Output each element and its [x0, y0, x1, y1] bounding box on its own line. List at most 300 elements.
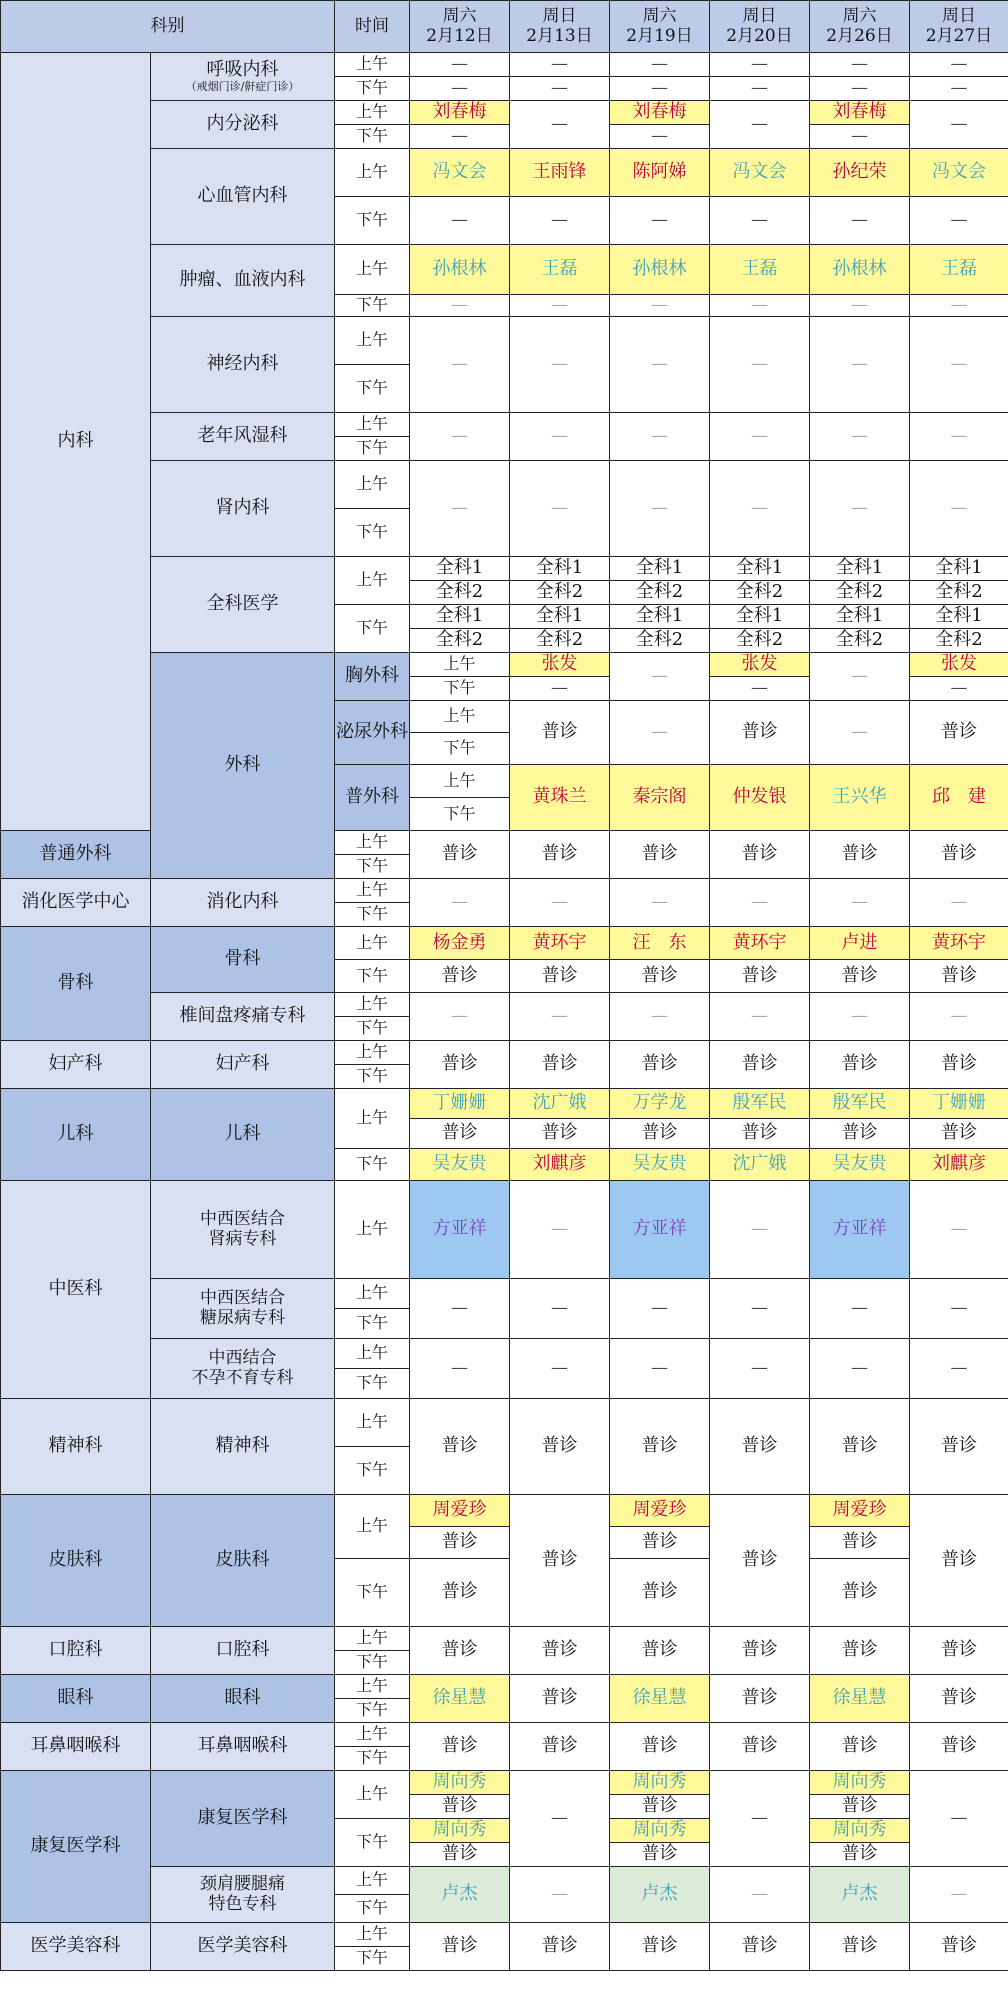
- slot-general: 普诊: [610, 831, 710, 879]
- slot-dash: —: [510, 197, 610, 245]
- slot-general: 普诊: [910, 1041, 1008, 1089]
- slot-dash: —: [810, 879, 910, 927]
- header-day: 周六 2月26日: [810, 1, 910, 53]
- slot-dash: —: [710, 879, 810, 927]
- slot-dash: —: [910, 1867, 1008, 1923]
- slot-general: 普诊: [910, 831, 1008, 879]
- time-am: 上午: [335, 1495, 410, 1559]
- slot-dash: —: [610, 993, 710, 1041]
- time-am: 上午: [335, 927, 410, 960]
- slot-dash: —: [810, 413, 910, 461]
- slot-general: 普诊: [810, 1843, 910, 1867]
- slot-general: 普诊: [410, 1119, 510, 1149]
- slot-dash: —: [510, 993, 610, 1041]
- slot-dash: —: [610, 701, 710, 765]
- doctor-cell: 汪 东: [610, 927, 710, 960]
- slot-general: 普诊: [610, 1527, 710, 1559]
- doctor-cell: 周向秀: [610, 1771, 710, 1795]
- time-pm: 下午: [335, 1017, 410, 1041]
- slot-dash: —: [510, 295, 610, 317]
- slot-dash: —: [610, 77, 710, 101]
- doctor-cell: 丁姗姗: [410, 1089, 510, 1119]
- category-cell: 中医科: [1, 1181, 151, 1399]
- slot-dash: —: [610, 653, 710, 701]
- time-pm: 下午: [335, 1369, 410, 1399]
- category-cell: 医学美容科: [1, 1923, 151, 1971]
- doctor-cell: 卢杰: [610, 1867, 710, 1923]
- dept-cell: 老年风湿科: [151, 413, 335, 461]
- slot-dash: —: [410, 413, 510, 461]
- time-am: 上午: [410, 653, 510, 677]
- slot-dash: —: [910, 677, 1008, 701]
- slot-dash: —: [710, 1867, 810, 1923]
- doctor-cell: 周向秀: [810, 1771, 910, 1795]
- slot-general: 普诊: [810, 1527, 910, 1559]
- slot-qk2: 全科2: [610, 629, 710, 653]
- slot-dash: —: [910, 461, 1008, 557]
- category-cell: 眼科: [1, 1675, 151, 1723]
- time-pm: 下午: [335, 1149, 410, 1181]
- header-day: 周日 2月20日: [710, 1, 810, 53]
- doctor-cell: 徐星慧: [810, 1675, 910, 1723]
- header-row: [1, 1, 1008, 53]
- slot-dash: —: [610, 317, 710, 413]
- slot-general: 普诊: [810, 1559, 910, 1627]
- header-day: 周日 2月13日: [510, 1, 610, 53]
- header-day: 周六 2月19日: [610, 1, 710, 53]
- category-cell: 骨科: [1, 927, 151, 1041]
- time-pm: 下午: [335, 1699, 410, 1723]
- slot-dash: —: [510, 879, 610, 927]
- doctor-cell: 黄珠兰: [510, 765, 610, 831]
- slot-qk1: 全科1: [610, 557, 710, 581]
- slot-general: 普诊: [710, 1723, 810, 1771]
- dept-cell: 普外科: [335, 765, 410, 831]
- slot-dash: —: [910, 295, 1008, 317]
- slot-dash: —: [810, 317, 910, 413]
- dept-cell: 中西医结合 糖尿病专科: [151, 1279, 335, 1339]
- slot-general: 普诊: [710, 1675, 810, 1723]
- time-pm: 下午: [335, 1895, 410, 1923]
- category-cell: 消化医学中心: [1, 879, 151, 927]
- slot-general: 普诊: [510, 1675, 610, 1723]
- doctor-cell: 王兴华: [810, 765, 910, 831]
- slot-general: 普诊: [810, 1399, 910, 1495]
- slot-general: 普诊: [510, 701, 610, 765]
- doctor-cell: 徐星慧: [410, 1675, 510, 1723]
- slot-general: 普诊: [510, 1627, 610, 1675]
- header-day: 周日 2月27日: [910, 1, 1008, 53]
- doctor-cell: 孙纪荣: [810, 149, 910, 197]
- time-am: 上午: [335, 53, 410, 77]
- slot-general: 普诊: [910, 1675, 1008, 1723]
- slot-dash: —: [610, 197, 710, 245]
- dept-cell: 全科医学: [151, 557, 335, 653]
- slot-dash: —: [710, 197, 810, 245]
- slot-general: 普诊: [510, 1119, 610, 1149]
- doctor-cell: 刘麒彦: [910, 1149, 1008, 1181]
- slot-general: 普诊: [410, 960, 510, 993]
- time-pm: 下午: [335, 295, 410, 317]
- slot-dash: —: [610, 1339, 710, 1399]
- dept-cell: 内分泌科: [151, 101, 335, 149]
- time-pm: 下午: [410, 798, 510, 831]
- slot-dash: —: [710, 1339, 810, 1399]
- doctor-cell: 殷军民: [810, 1089, 910, 1119]
- time-pm: 下午: [335, 1651, 410, 1675]
- slot-qk2: 全科2: [910, 581, 1008, 605]
- doctor-cell: 卢进: [810, 927, 910, 960]
- slot-general: 普诊: [410, 1627, 510, 1675]
- doctor-cell: 丁姗姗: [910, 1089, 1008, 1119]
- time-am: 上午: [335, 1041, 410, 1065]
- slot-qk2: 全科2: [810, 581, 910, 605]
- doctor-cell: 孙根林: [810, 245, 910, 295]
- dept-cell: 肿瘤、血液内科: [151, 245, 335, 317]
- doctor-cell: 周爱珍: [410, 1495, 510, 1527]
- time-am: 上午: [335, 831, 410, 855]
- slot-general: 普诊: [910, 1923, 1008, 1971]
- slot-dash: —: [910, 1339, 1008, 1399]
- doctor-cell: 刘春梅: [810, 101, 910, 125]
- slot-general: 普诊: [810, 960, 910, 993]
- slot-general: 普诊: [410, 1843, 510, 1867]
- time-am: 上午: [335, 149, 410, 197]
- slot-dash: —: [710, 1181, 810, 1279]
- slot-general: 普诊: [910, 1119, 1008, 1149]
- dept-cell: 泌尿外科: [335, 701, 410, 765]
- slot-general: 普诊: [710, 1119, 810, 1149]
- dept-cell: 普通外科: [1, 831, 151, 879]
- dept-cell: 中西医结合 肾病专科: [151, 1181, 335, 1279]
- slot-dash: —: [910, 879, 1008, 927]
- slot-dash: —: [810, 653, 910, 701]
- slot-general: 普诊: [610, 1795, 710, 1819]
- header-category: 科别: [1, 1, 335, 53]
- dept-cell: 妇产科: [151, 1041, 335, 1089]
- time-pm: 下午: [335, 437, 410, 461]
- dept-cell: 骨科: [151, 927, 335, 993]
- dept-cell: 眼科: [151, 1675, 335, 1723]
- slot-qk2: 全科2: [710, 581, 810, 605]
- slot-general: 普诊: [810, 1041, 910, 1089]
- slot-qk1: 全科1: [410, 605, 510, 629]
- doctor-cell: 仲发银: [710, 765, 810, 831]
- doctor-cell: 陈阿娣: [610, 149, 710, 197]
- time-am: 上午: [335, 1627, 410, 1651]
- slot-dash: —: [610, 1279, 710, 1339]
- time-pm: 下午: [335, 1747, 410, 1771]
- slot-dash: —: [510, 1339, 610, 1399]
- time-am: 上午: [335, 1723, 410, 1747]
- time-am: 上午: [335, 461, 410, 509]
- slot-dash: —: [810, 461, 910, 557]
- slot-general: 普诊: [610, 1627, 710, 1675]
- slot-dash: —: [510, 317, 610, 413]
- slot-dash: —: [910, 993, 1008, 1041]
- doctor-cell: 刘麒彦: [510, 1149, 610, 1181]
- doctor-cell: 卢杰: [810, 1867, 910, 1923]
- dept-cell: 颈肩腰腿痛 特色专科: [151, 1867, 335, 1923]
- slot-qk1: 全科1: [810, 557, 910, 581]
- slot-general: 普诊: [810, 1723, 910, 1771]
- slot-qk1: 全科1: [610, 605, 710, 629]
- slot-general: 普诊: [610, 1559, 710, 1627]
- slot-general: 普诊: [710, 1495, 810, 1627]
- slot-dash: —: [410, 125, 510, 149]
- slot-dash: —: [510, 1279, 610, 1339]
- dept-cell: 呼吸内科 （戒烟门诊/鼾症门诊）: [151, 53, 335, 101]
- time-pm: 下午: [335, 960, 410, 993]
- slot-general: 普诊: [410, 1399, 510, 1495]
- doctor-cell: 沈广娥: [710, 1149, 810, 1181]
- slot-dash: —: [510, 1181, 610, 1279]
- slot-general: 普诊: [610, 1723, 710, 1771]
- slot-dash: —: [510, 101, 610, 149]
- slot-general: 普诊: [410, 831, 510, 879]
- doctor-cell: 张发: [510, 653, 610, 677]
- time-pm: 下午: [335, 1947, 410, 1971]
- time-am: 上午: [335, 557, 410, 605]
- slot-general: 普诊: [910, 1495, 1008, 1627]
- slot-dash: —: [510, 461, 610, 557]
- slot-qk2: 全科2: [510, 629, 610, 653]
- doctor-cell: 王磊: [910, 245, 1008, 295]
- slot-general: 普诊: [810, 1627, 910, 1675]
- slot-dash: —: [910, 317, 1008, 413]
- slot-dash: —: [610, 413, 710, 461]
- time-pm: 下午: [335, 365, 410, 413]
- time-pm: 下午: [335, 77, 410, 101]
- slot-qk2: 全科2: [410, 581, 510, 605]
- doctor-cell: 杨金勇: [410, 927, 510, 960]
- category-cell: 皮肤科: [1, 1495, 151, 1627]
- slot-dash: —: [510, 53, 610, 77]
- slot-dash: —: [910, 101, 1008, 149]
- slot-dash: —: [610, 125, 710, 149]
- doctor-cell: 万学龙: [610, 1089, 710, 1119]
- slot-dash: —: [410, 1339, 510, 1399]
- doctor-cell: 卢杰: [410, 1867, 510, 1923]
- slot-dash: —: [410, 461, 510, 557]
- slot-general: 普诊: [910, 960, 1008, 993]
- slot-general: 普诊: [610, 1399, 710, 1495]
- slot-general: 普诊: [910, 1399, 1008, 1495]
- doctor-cell: 黄环宇: [910, 927, 1008, 960]
- slot-general: 普诊: [610, 1119, 710, 1149]
- slot-general: 普诊: [910, 701, 1008, 765]
- time-am: 上午: [335, 1279, 410, 1309]
- category-cell: 外科: [151, 653, 335, 879]
- slot-general: 普诊: [710, 1627, 810, 1675]
- slot-dash: —: [810, 993, 910, 1041]
- dept-cell: 心血管内科: [151, 149, 335, 245]
- doctor-cell: 徐星慧: [610, 1675, 710, 1723]
- time-pm: 下午: [335, 1819, 410, 1867]
- slot-general: 普诊: [810, 831, 910, 879]
- slot-general: 普诊: [810, 1923, 910, 1971]
- time-am: 上午: [335, 317, 410, 365]
- category-cell: 妇产科: [1, 1041, 151, 1089]
- slot-dash: —: [910, 1279, 1008, 1339]
- time-am: 上午: [335, 101, 410, 125]
- slot-general: 普诊: [610, 1843, 710, 1867]
- doctor-cell: 吴友贵: [810, 1149, 910, 1181]
- doctor-cell: 周爱珍: [810, 1495, 910, 1527]
- slot-dash: —: [810, 197, 910, 245]
- slot-general: 普诊: [410, 1795, 510, 1819]
- slot-dash: —: [410, 879, 510, 927]
- doctor-cell: 刘春梅: [610, 101, 710, 125]
- category-cell: 内科: [1, 53, 151, 831]
- slot-dash: —: [510, 413, 610, 461]
- slot-qk1: 全科1: [510, 605, 610, 629]
- time-pm: 下午: [335, 197, 410, 245]
- time-am: 上午: [410, 701, 510, 733]
- slot-qk1: 全科1: [410, 557, 510, 581]
- doctor-cell: 沈广娥: [510, 1089, 610, 1119]
- slot-general: 普诊: [410, 1559, 510, 1627]
- dept-cell: 精神科: [151, 1399, 335, 1495]
- dept-cell: 康复医学科: [151, 1771, 335, 1867]
- time-pm: 下午: [335, 1065, 410, 1089]
- slot-general: 普诊: [410, 1527, 510, 1559]
- time-pm: 下午: [335, 1559, 410, 1627]
- slot-dash: —: [710, 317, 810, 413]
- time-am: 上午: [335, 1923, 410, 1947]
- time-pm: 下午: [410, 677, 510, 701]
- slot-dash: —: [710, 295, 810, 317]
- doctor-cell: 张发: [710, 653, 810, 677]
- slot-dash: —: [410, 993, 510, 1041]
- slot-dash: —: [810, 701, 910, 765]
- slot-dash: —: [810, 125, 910, 149]
- slot-qk1: 全科1: [810, 605, 910, 629]
- header-time: 时间: [335, 1, 410, 53]
- slot-dash: —: [510, 1771, 610, 1867]
- slot-dash: —: [410, 197, 510, 245]
- doctor-cell: 方亚祥: [610, 1181, 710, 1279]
- time-am: 上午: [335, 245, 410, 295]
- time-am: 上午: [335, 1181, 410, 1279]
- slot-qk1: 全科1: [510, 557, 610, 581]
- slot-dash: —: [410, 1279, 510, 1339]
- slot-dash: —: [910, 53, 1008, 77]
- dept-cell: 椎间盘疼痛专科: [151, 993, 335, 1041]
- doctor-cell: 黄环宇: [510, 927, 610, 960]
- doctor-cell: 孙根林: [610, 245, 710, 295]
- time-pm: 下午: [335, 605, 410, 653]
- doctor-cell: 冯文会: [910, 149, 1008, 197]
- doctor-cell: 周爱珍: [610, 1495, 710, 1527]
- doctor-cell: 王磊: [510, 245, 610, 295]
- time-am: 上午: [335, 993, 410, 1017]
- slot-dash: —: [510, 77, 610, 101]
- slot-qk2: 全科2: [410, 629, 510, 653]
- slot-general: 普诊: [510, 1923, 610, 1971]
- time-am: 上午: [335, 879, 410, 903]
- slot-general: 普诊: [510, 1041, 610, 1089]
- slot-general: 普诊: [610, 960, 710, 993]
- doctor-cell: 王雨锋: [510, 149, 610, 197]
- dept-cell: 耳鼻咽喉科: [151, 1723, 335, 1771]
- slot-qk1: 全科1: [910, 605, 1008, 629]
- doctor-cell: 方亚祥: [810, 1181, 910, 1279]
- header-day: 周六 2月12日: [410, 1, 510, 53]
- slot-dash: —: [810, 77, 910, 101]
- slot-general: 普诊: [810, 1795, 910, 1819]
- slot-general: 普诊: [510, 1723, 610, 1771]
- slot-dash: —: [810, 53, 910, 77]
- doctor-cell: 刘春梅: [410, 101, 510, 125]
- time-pm: 下午: [335, 855, 410, 879]
- doctor-cell: 秦宗阁: [610, 765, 710, 831]
- time-pm: 下午: [335, 125, 410, 149]
- slot-general: 普诊: [410, 1923, 510, 1971]
- time-pm: 下午: [335, 1309, 410, 1339]
- time-pm: 下午: [335, 903, 410, 927]
- slot-dash: —: [610, 295, 710, 317]
- doctor-cell: 孙根林: [410, 245, 510, 295]
- slot-dash: —: [510, 1867, 610, 1923]
- slot-dash: —: [410, 77, 510, 101]
- slot-dash: —: [410, 53, 510, 77]
- dept-cell: 消化内科: [151, 879, 335, 927]
- slot-dash: —: [710, 77, 810, 101]
- slot-dash: —: [710, 461, 810, 557]
- time-am: 上午: [335, 1771, 410, 1819]
- slot-dash: —: [710, 1279, 810, 1339]
- doctor-cell: 吴友贵: [610, 1149, 710, 1181]
- doctor-cell: 周向秀: [610, 1819, 710, 1843]
- slot-qk2: 全科2: [910, 629, 1008, 653]
- slot-dash: —: [810, 1279, 910, 1339]
- slot-general: 普诊: [610, 1923, 710, 1971]
- slot-qk1: 全科1: [910, 557, 1008, 581]
- doctor-cell: 周向秀: [410, 1819, 510, 1843]
- dept-cell: 胸外科: [335, 653, 410, 701]
- doctor-cell: 王磊: [710, 245, 810, 295]
- category-cell: 口腔科: [1, 1627, 151, 1675]
- slot-dash: —: [910, 77, 1008, 101]
- slot-dash: —: [510, 677, 610, 701]
- category-cell: 康复医学科: [1, 1771, 151, 1923]
- doctor-cell: 方亚祥: [410, 1181, 510, 1279]
- dept-cell: 儿科: [151, 1089, 335, 1181]
- slot-dash: —: [710, 677, 810, 701]
- time-am: 上午: [335, 413, 410, 437]
- slot-dash: —: [410, 295, 510, 317]
- slot-general: 普诊: [410, 1723, 510, 1771]
- slot-qk2: 全科2: [610, 581, 710, 605]
- doctor-cell: 冯文会: [410, 149, 510, 197]
- time-pm: 下午: [410, 733, 510, 765]
- slot-general: 普诊: [910, 1627, 1008, 1675]
- slot-dash: —: [610, 461, 710, 557]
- slot-general: 普诊: [710, 1923, 810, 1971]
- category-cell: 精神科: [1, 1399, 151, 1495]
- dept-cell: 皮肤科: [151, 1495, 335, 1627]
- slot-general: 普诊: [710, 960, 810, 993]
- slot-dash: —: [610, 53, 710, 77]
- dept-cell: 肾内科: [151, 461, 335, 557]
- time-pm: 下午: [335, 509, 410, 557]
- doctor-cell: 张发: [910, 653, 1008, 677]
- slot-qk2: 全科2: [810, 629, 910, 653]
- time-am: 上午: [335, 1867, 410, 1895]
- time-am: 上午: [335, 1089, 410, 1149]
- slot-dash: —: [910, 1181, 1008, 1279]
